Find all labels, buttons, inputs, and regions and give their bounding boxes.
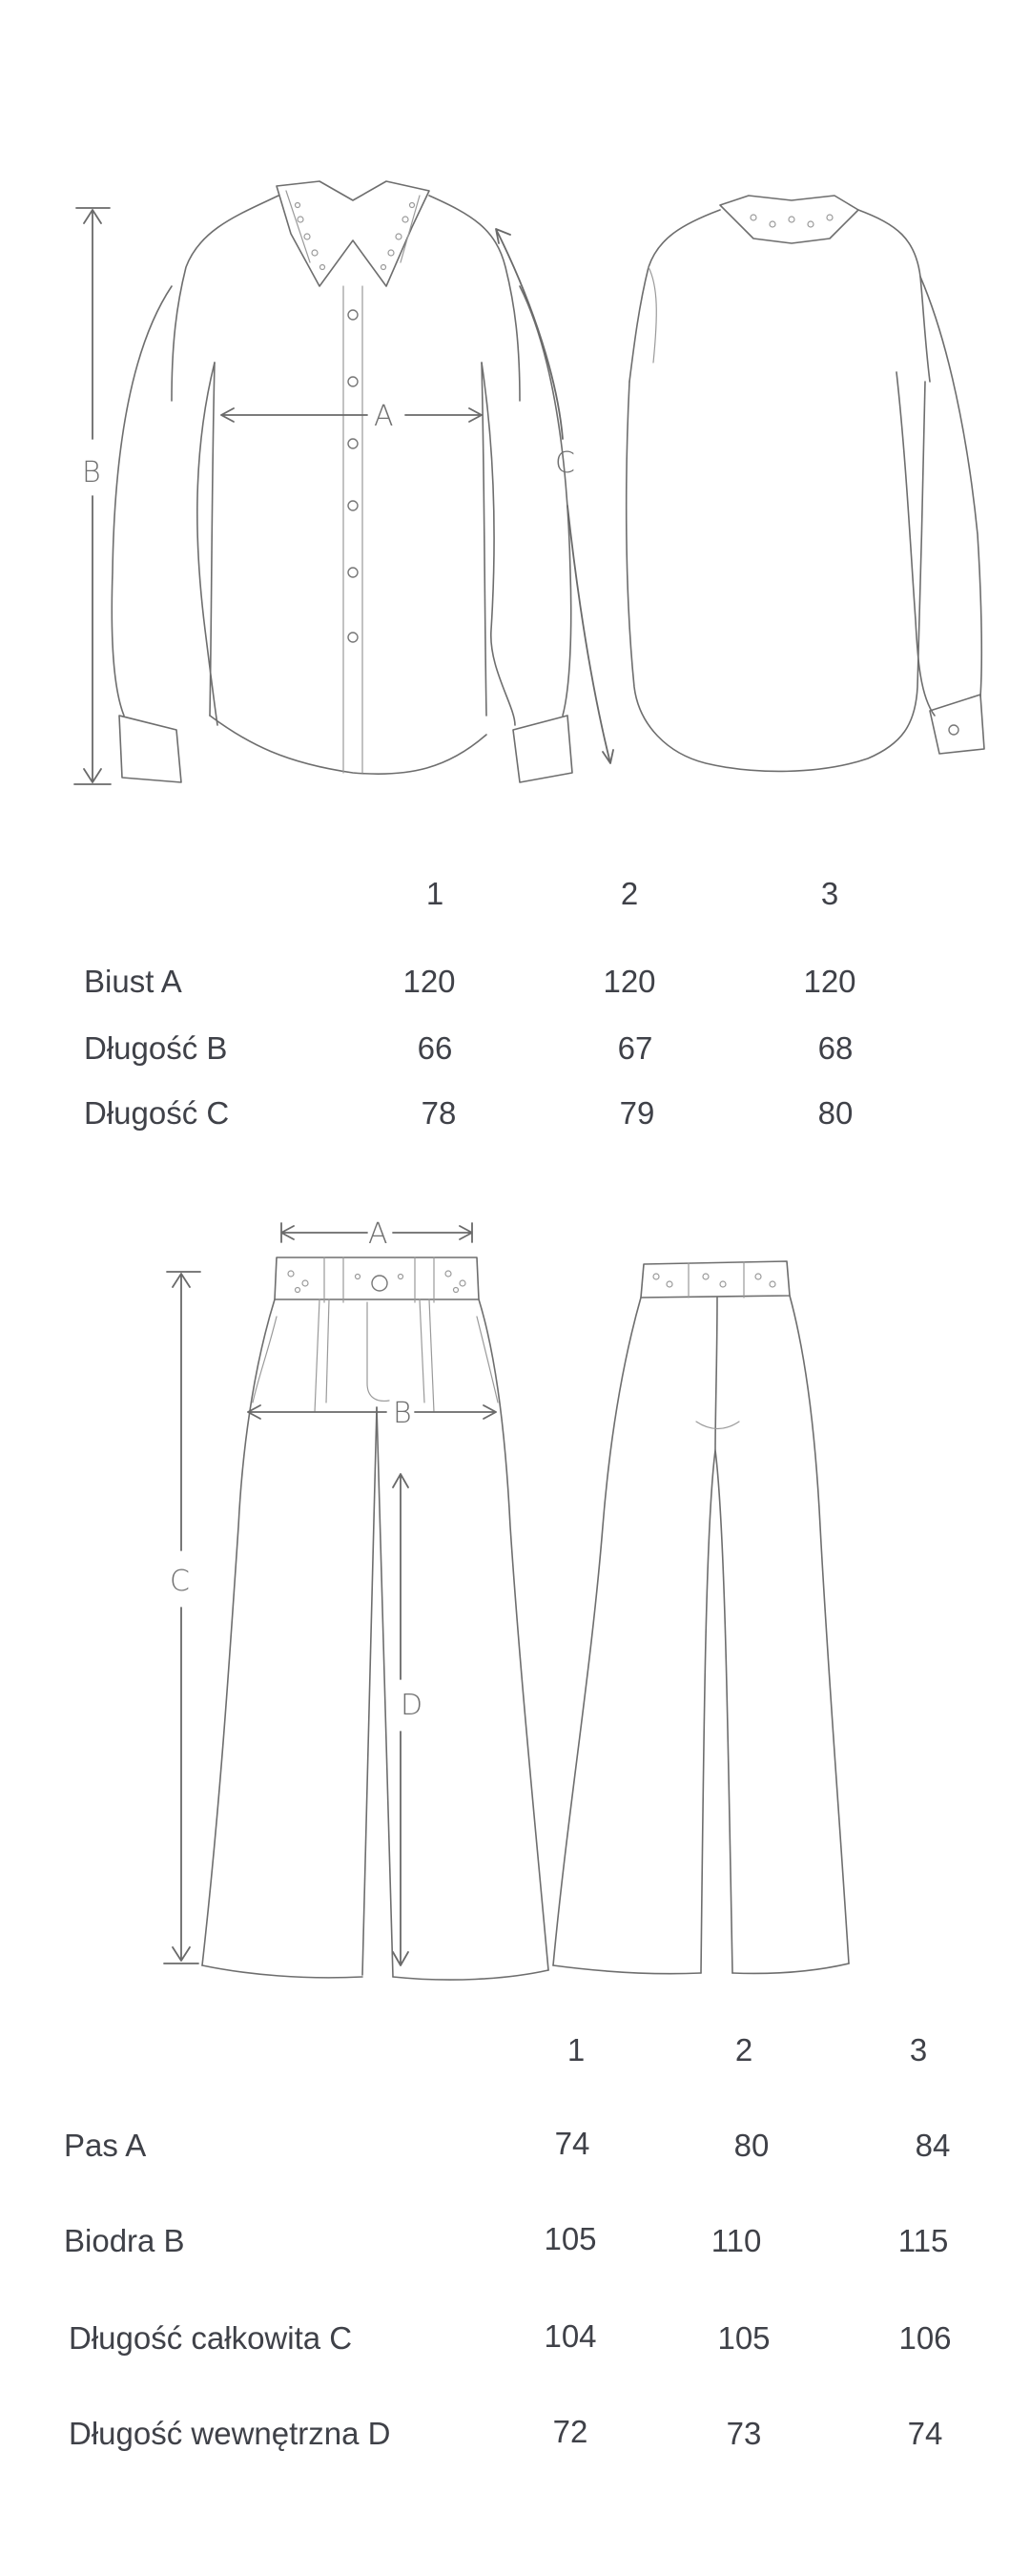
shirt-size-table [0, 876, 1030, 1143]
pants-row-label: Biodra B [64, 2223, 185, 2258]
shirt-letter-c: C [555, 447, 575, 480]
pants-header-size-2: 2 [734, 2032, 753, 2067]
pants-header-size-1: 1 [566, 2032, 586, 2067]
pants-row-label: Długość wewnętrzna D [69, 2416, 391, 2451]
shirt-row-label: Biust A [84, 964, 182, 999]
shirt-header-size-1: 1 [425, 876, 444, 911]
shirt-cell: 78 [421, 1095, 457, 1131]
shirt-letter-b: B [82, 456, 101, 489]
pants-cell: 74 [554, 2126, 590, 2161]
pants-letter-c: C [170, 1565, 190, 1598]
pants-cell: 72 [552, 2414, 588, 2449]
shirt-cell: 67 [617, 1030, 653, 1066]
pants-cell: 84 [915, 2128, 951, 2163]
pants-row-label: Pas A [64, 2128, 147, 2163]
shirt-sketch [0, 153, 1030, 801]
shirt-cell: 120 [402, 964, 456, 999]
shirt-cell: 79 [619, 1095, 655, 1131]
shirt-drawing [0, 153, 1030, 801]
pants-cell: 104 [544, 2318, 597, 2354]
shirt-front [74, 181, 613, 784]
pants-cell: 73 [726, 2416, 762, 2451]
shirt-row-label: Długość B [84, 1030, 228, 1066]
shirt-cell: 120 [603, 964, 656, 999]
pants-letter-a: A [368, 1217, 388, 1251]
pants-letter-b: B [393, 1397, 412, 1430]
shirt-cell: 68 [817, 1030, 854, 1066]
pants-cell: 115 [897, 2223, 949, 2258]
pants-drawing [0, 1193, 1030, 2004]
pants-header-size-3: 3 [909, 2032, 928, 2067]
pants-cell: 105 [544, 2221, 597, 2256]
shirt-cell: 66 [417, 1030, 453, 1066]
pants-sketch [0, 1193, 1030, 2004]
shirt-cell: 120 [803, 964, 856, 999]
pants-front [164, 1217, 548, 1980]
pants-cell: 74 [907, 2416, 943, 2451]
shirt-letter-a: A [374, 400, 394, 433]
pants-size-table [0, 2032, 1030, 2462]
shirt-row-label: Długość C [84, 1095, 230, 1131]
pants-row-label: Długość całkowita C [69, 2320, 353, 2356]
pants-cell: 106 [898, 2320, 952, 2356]
pants-back [553, 1261, 849, 1974]
pants-cell: 105 [717, 2320, 771, 2356]
shirt-header-size-2: 2 [620, 876, 639, 911]
shirt-cell: 80 [817, 1095, 854, 1131]
pants-cell: 80 [733, 2128, 770, 2163]
shirt-buttons [348, 310, 358, 642]
shirt-header-size-3: 3 [820, 876, 839, 911]
pants-letter-d: D [401, 1689, 423, 1722]
pants-cell: 110 [711, 2223, 762, 2258]
shirt-back [627, 196, 984, 771]
